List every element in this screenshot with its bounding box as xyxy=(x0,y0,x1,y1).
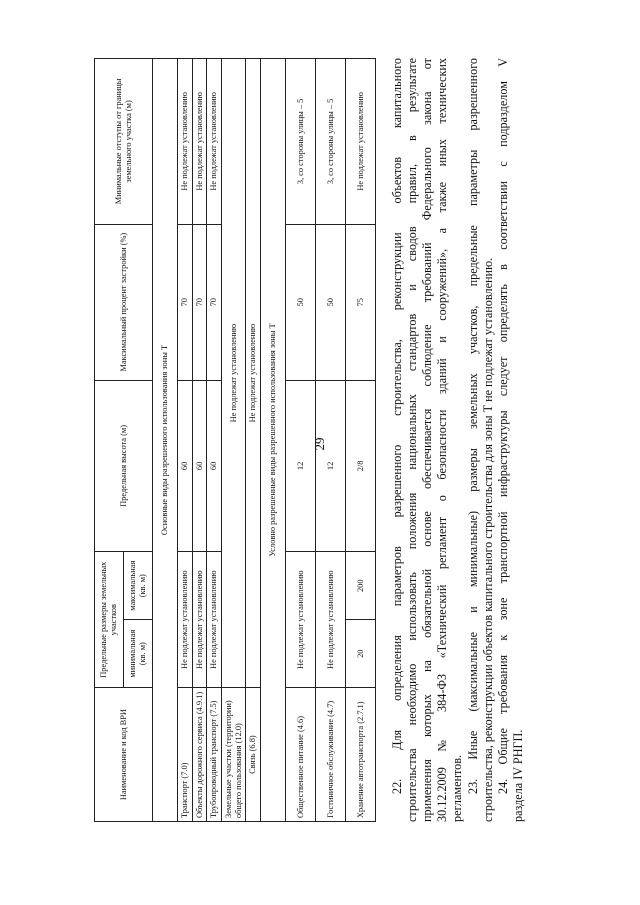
row-name: Хранение автотранспорта (2.7.1) xyxy=(345,688,375,822)
header-min: минимальная (кв. м) xyxy=(124,620,153,688)
header-name: Наименование и код ВРИ xyxy=(95,688,153,822)
table-row xyxy=(192,59,207,822)
row-setback: Не подлежат установлению xyxy=(345,59,375,225)
row-value: Не подлежат установлению xyxy=(246,59,261,688)
table-row xyxy=(221,59,245,822)
paragraph-line: 22. Для определения параметров разрешенного строительства, реконструкции объектов капитального xyxy=(390,58,404,794)
header-max: максимальная (кв. м) xyxy=(124,552,153,620)
row-size: Не подлежат установлению xyxy=(192,552,207,688)
row-percent: 70 xyxy=(207,224,222,380)
paragraph-line: строительства, реконструкции объектов капитального строительства для зоны Т не подлежат установлению. xyxy=(481,257,495,822)
paragraph-line: строительства необходимо использовать положения национальных стандартов и сводов правил, в результате xyxy=(405,58,419,822)
row-max: 200 xyxy=(345,552,375,620)
row-height: 12 xyxy=(285,380,315,552)
row-setback: 3, со стороны улицы – 5 xyxy=(315,59,345,225)
row-name: Трубопроводный транспорт (7.5) xyxy=(207,688,222,822)
paragraph-line: применения которых на обязательной основе обеспечивается соблюдение требований Федерального закона от xyxy=(420,58,434,822)
row-name: Объекты дорожного сервиса (4.9.1) xyxy=(192,688,207,822)
header-setback: Минимальные отступы от границы земельного участка (м) xyxy=(95,59,153,225)
row-name: Транспорт (7.0) xyxy=(178,688,193,822)
page-number: 29 xyxy=(312,437,327,451)
row-size: Не подлежат установлению xyxy=(285,552,315,688)
row-height: 2/8 xyxy=(345,380,375,552)
row-size: Не подлежат установлению xyxy=(207,552,222,688)
row-name: Общественное питание (4.6) xyxy=(285,688,315,822)
paragraph-line: регламентов. xyxy=(450,754,464,822)
header-size-group: Предельные размеры земельных участков xyxy=(95,552,124,688)
section-row-main xyxy=(153,59,178,822)
paragraph-line: 30.12.2009 № 384-ФЗ «Технический регламент о безопасности зданий и сооружений», а также иных технических xyxy=(435,58,449,822)
row-name: Связь (6.8) xyxy=(246,688,261,822)
table-row xyxy=(246,59,261,822)
header-percent: Максимальный процент застройки (%) xyxy=(95,224,153,380)
row-setback: Не подлежат установлению xyxy=(207,59,222,225)
row-percent: 70 xyxy=(192,224,207,380)
paragraph-line: 24. Общие требования к зоне транспортной инфраструктуры следует определять в соответствии с подразделом V xyxy=(496,58,510,794)
header-height: Предельная высота (м) xyxy=(95,380,153,552)
row-height: 60 xyxy=(192,380,207,552)
paragraph-24 xyxy=(496,58,526,822)
section-title-conditional: Условно разрешенные виды разрешенного использования зоны Т xyxy=(260,59,285,822)
row-setback: Не подлежат установлению xyxy=(192,59,207,225)
row-percent: 50 xyxy=(315,224,345,380)
paragraph-22 xyxy=(390,58,465,822)
row-name: Земельные участки (территории) общего пользования (12.0) xyxy=(221,688,245,822)
paragraph-23 xyxy=(466,58,496,822)
row-height: 12 xyxy=(315,380,345,552)
table-row xyxy=(345,59,375,822)
row-setback: Не подлежат установлению xyxy=(178,59,193,225)
table-row xyxy=(315,59,345,822)
row-percent: 50 xyxy=(285,224,315,380)
table-row xyxy=(207,59,222,822)
table-row xyxy=(285,59,315,822)
row-min: 20 xyxy=(345,620,375,688)
paragraph-line: раздела IV РНГП. xyxy=(511,729,525,822)
row-size: Не подлежат установлению xyxy=(178,552,193,688)
row-setback: 3, со стороны улицы – 5 xyxy=(285,59,315,225)
row-height: 60 xyxy=(207,380,222,552)
row-percent: 75 xyxy=(345,224,375,380)
row-name: Гостиничное обслуживание (4.7) xyxy=(315,688,345,822)
row-size: Не подлежат установлению xyxy=(315,552,345,688)
section-title-main: Основные виды разрешенного использования зоны Т xyxy=(153,59,178,822)
rotated-page-content xyxy=(94,58,534,822)
section-row-conditional xyxy=(260,59,285,822)
zoning-parameters-table xyxy=(94,58,376,822)
table-row xyxy=(178,59,193,822)
paragraph-line: 23. Иные (максимальные и минимальные) размеры земельных участков, предельные параметры разрешенного xyxy=(466,58,480,794)
row-value: Не подлежат установлению xyxy=(221,59,245,688)
row-percent: 70 xyxy=(178,224,193,380)
row-height: 60 xyxy=(178,380,193,552)
